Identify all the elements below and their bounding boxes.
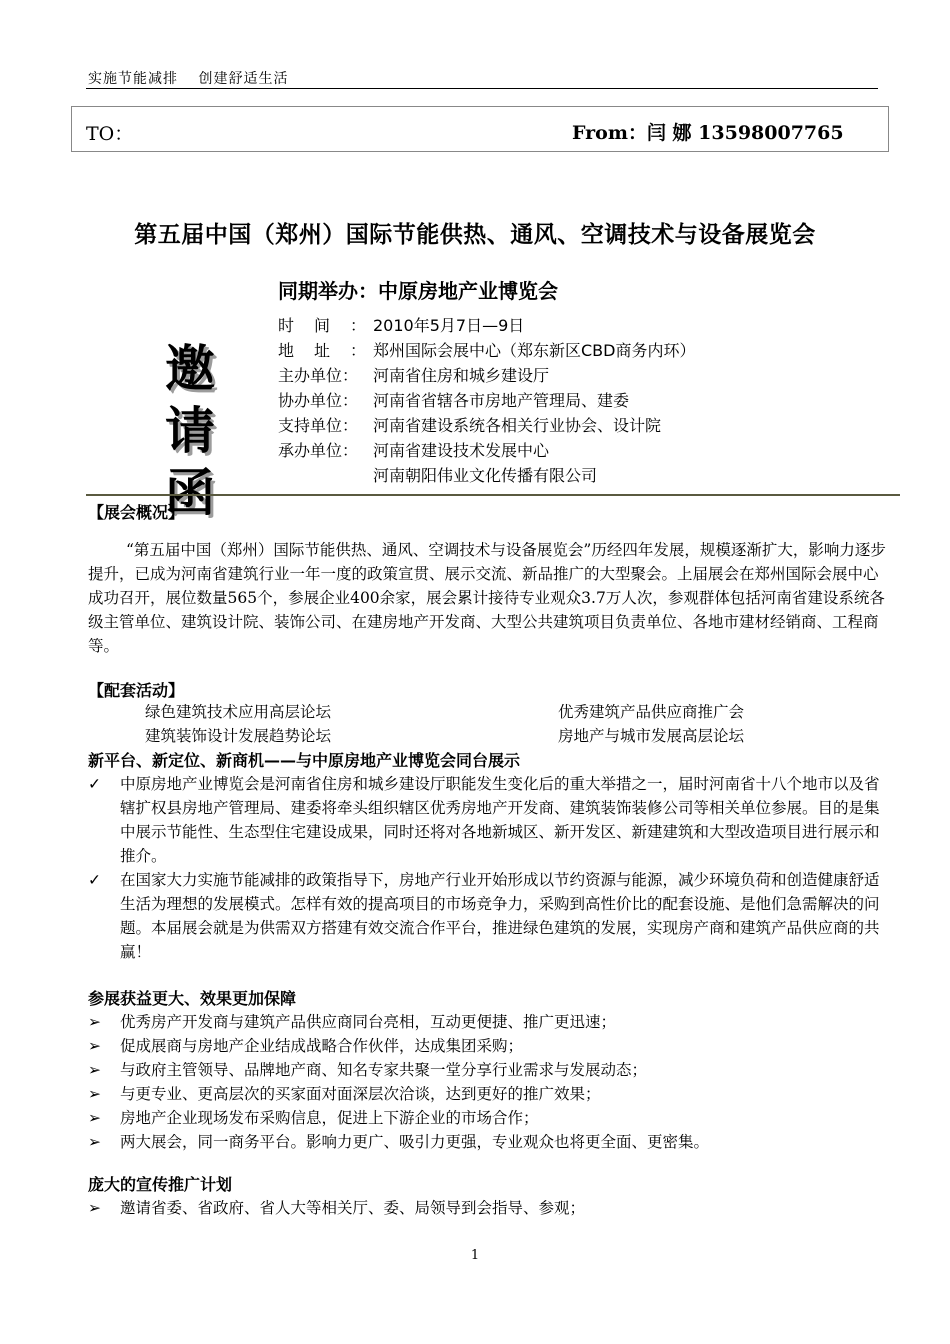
list-item <box>88 1106 888 1130</box>
info-key: 协办单位： <box>278 391 359 410</box>
list-item <box>88 1082 888 1106</box>
invite-heading: 邀请函 <box>165 339 215 522</box>
list-item-text: 在国家大力实施节能减排的政策指导下，房地产行业开始形成以节约资源与能源，减少环境负荷和创造健康舒适生活为理想的发展模式。怎样有效的提高项目的市场竞争力，采购到高性价比的配套设施、是他们急需解决的问题。本届展会就是为供需双方搭建有效交流合作平台，推进绿色建筑的发展，实现房产商和建筑产品供应商的共赢！ <box>120 871 880 961</box>
info-value: 河南省住房和城乡建设厅 <box>373 366 550 385</box>
list-item-text: 促成展商与房地产企业结成战略合作伙伴，达成集团采购； <box>120 1037 524 1055</box>
activities-heading: 【配套活动】 <box>88 681 185 700</box>
promo-heading: 庞大的宣传推广计划 <box>88 1175 233 1194</box>
info-key: 时间： <box>278 316 387 335</box>
promo-list <box>88 1196 888 1220</box>
overview-heading: 【展会概况】 <box>88 503 185 522</box>
benefits-list <box>88 1010 888 1154</box>
list-item <box>88 868 888 964</box>
info-row-address <box>278 338 695 363</box>
checkmark-icon: ✓ <box>88 871 101 889</box>
info-row-organizer <box>278 438 695 463</box>
info-key <box>278 463 373 488</box>
info-row-host <box>278 363 695 388</box>
arrow-bullet-icon: ➢ <box>88 1109 101 1127</box>
checkmark-icon: ✓ <box>88 775 101 793</box>
info-row-supporter <box>278 413 695 438</box>
arrow-bullet-icon: ➢ <box>88 1085 101 1103</box>
list-item <box>88 1034 888 1058</box>
info-key: 支持单位： <box>278 416 359 435</box>
list-item <box>88 1010 888 1034</box>
info-key: 承办单位： <box>278 441 359 460</box>
info-row-coorganizer <box>278 388 695 413</box>
arrow-bullet-icon: ➢ <box>88 1013 101 1031</box>
event-info-list <box>278 313 695 488</box>
arrow-bullet-icon: ➢ <box>88 1199 101 1217</box>
info-key: 地址： <box>278 341 387 360</box>
list-item <box>88 1130 888 1154</box>
list-item-text: 邀请省委、省政府、省人大等相关厅、委、局领导到会指导、参观； <box>120 1199 586 1217</box>
list-item-text: 两大展会，同一商务平台。影响力更广、吸引力更强，专业观众也将更全面、更密集。 <box>120 1133 710 1151</box>
page-number: 1 <box>470 1248 480 1263</box>
arrow-bullet-icon: ➢ <box>88 1133 101 1151</box>
to-label: TO： <box>86 123 134 145</box>
list-item <box>88 772 888 868</box>
list-item-text: 与更专业、更高层次的买家面对面深层次洽谈，达到更好的推广效果； <box>120 1085 601 1103</box>
header-rule <box>86 88 878 89</box>
header-slogan: 实施节能减排 创建舒适生活 <box>88 71 289 87</box>
activity-item: 房地产与城市发展高层论坛 <box>558 727 745 745</box>
sub-title: 同期举办：中原房地产业博览会 <box>278 279 558 303</box>
list-item <box>88 1196 888 1220</box>
benefits-heading: 参展获益更大、效果更加保障 <box>88 989 297 1008</box>
arrow-bullet-icon: ➢ <box>88 1061 101 1079</box>
info-value: 河南省省辖各市房地产管理局、建委 <box>373 391 630 410</box>
arrow-bullet-icon: ➢ <box>88 1037 101 1055</box>
list-item-text: 与政府主管领导、品牌地产商、知名专家共聚一堂分享行业需求与发展动态； <box>120 1061 648 1079</box>
platform-list <box>88 772 888 964</box>
list-item <box>88 1058 888 1082</box>
overview-paragraph: “第五届中国（郑州）国际节能供热、通风、空调技术与设备展览会”历经四年发展，规模逐渐扩大，影响力逐步提升，已成为河南省建筑行业一年一度的政策宣贯、展示交流、新品推广的大型聚会。上届展会在郑州国际会展中心成功召开，展位数量565个，参展企业400余家，展会累计接待专业观众3.7万人次，参观群体包括河南省建设系统各级主管单位、建筑设计院、装饰公司、在建房地产开发商、大型公共建筑项目负责单位、各地市建材经销商、工程商等。 <box>88 541 886 655</box>
list-item-text: 房地产企业现场发布采购信息，促进上下游企业的市场合作； <box>120 1109 539 1127</box>
activity-item: 建筑装饰设计发展趋势论坛 <box>145 727 332 745</box>
list-item-text: 中原房地产业博览会是河南省住房和城乡建设厅职能发生变化后的重大举措之一，届时河南省十八个地市以及省辖扩权县房地产管理局、建委将牵头组织辖区优秀房地产开发商、建筑装饰装修公司等相关单位参展。目的是集中展示节能性、生态型住宅建设成果，同时还将对各地新城区、新开发区、新建建筑和大型改造项目进行展示和推介。 <box>120 775 880 865</box>
info-value: 郑州国际会展中心（郑东新区CBD商务内环） <box>373 341 696 360</box>
from-label: From：闫 娜 13598007765 <box>572 122 844 144</box>
info-value: 河南朝阳伟业文化传播有限公司 <box>373 466 598 485</box>
invite-clip <box>150 338 230 522</box>
activity-item: 优秀建筑产品供应商推广会 <box>558 703 745 721</box>
list-item-text: 优秀房产开发商与建筑产品供应商同台亮相，互动更便捷、推广更迅速； <box>120 1013 617 1031</box>
info-row-organizer-2 <box>278 463 695 488</box>
info-value: 2010年5月7日—9日 <box>373 316 525 335</box>
info-row-time <box>278 313 695 338</box>
platform-heading: 新平台、新定位、新商机——与中原房地产业博览会同台展示 <box>88 751 521 770</box>
main-title: 第五届中国（郑州）国际节能供热、通风、空调技术与设备展览会 <box>134 222 816 248</box>
info-value: 河南省建设技术发展中心 <box>373 441 550 460</box>
info-key: 主办单位： <box>278 366 359 385</box>
info-value: 河南省建设系统各相关行业协会、设计院 <box>373 416 662 435</box>
section-divider <box>86 494 900 496</box>
activity-item: 绿色建筑技术应用高层论坛 <box>145 703 332 721</box>
